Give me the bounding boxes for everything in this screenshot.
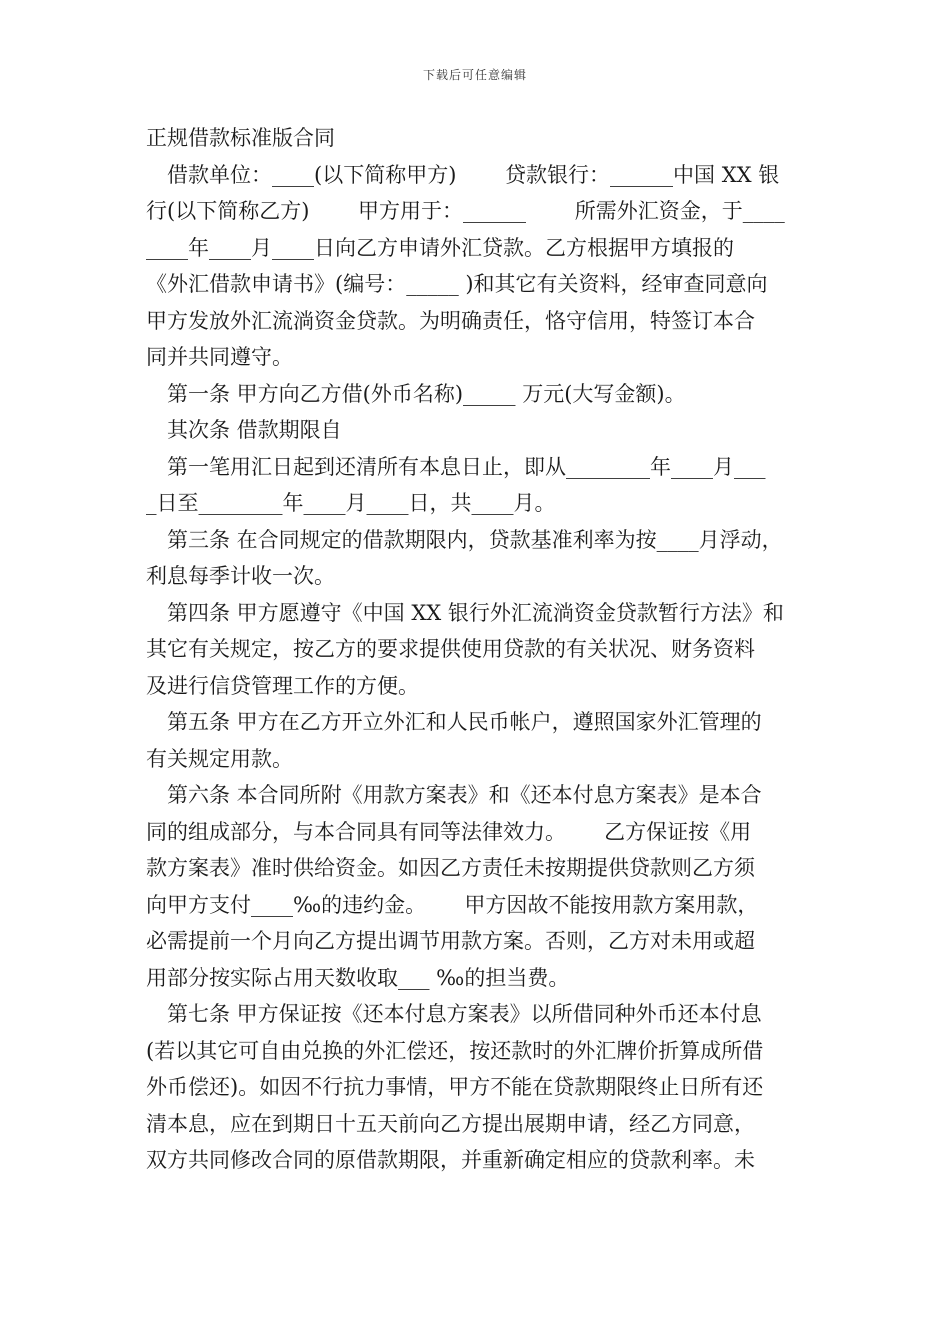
text-line: 借款单位：____(以下简称甲方) 贷款银行：______中国 XX 银: [146, 162, 780, 187]
text-line: 其它有关规定，按乙方的要求提供使用贷款的有关状况、财务资料: [146, 637, 755, 661]
document-title: 正规借款标准版合同: [146, 126, 335, 150]
text-line: 有关规定用款。: [146, 746, 293, 771]
article-1: 第一条 甲方向乙方借(外币名称)_____ 万元(大写金额)。: [146, 381, 686, 406]
text-line: 甲方发放外汇流淌资金贷款。为明确责任，恪守信用，特签订本合: [146, 308, 755, 333]
text-line: _日至________年____月____日，共____月。: [146, 491, 556, 515]
header-note: 下载后可任意编辑: [422, 68, 527, 82]
article-5: 第五条 甲方在乙方开立外汇和人民币帐户，遵照国家外汇管理的: [146, 710, 762, 734]
text-line: 双方共同修改合同的原借款期限，并重新确定相应的贷款利率。未: [146, 1148, 755, 1172]
text-line: 行(以下简称乙方) 甲方用于：______ 所需外汇资金，于____: [146, 199, 785, 223]
contract-body: [146, 120, 812, 1179]
text-line: 同并共同遵守。: [146, 345, 293, 369]
article-6: 第六条 本合同所附《用款方案表》和《还本付息方案表》是本合: [146, 783, 762, 807]
article-4: 第四条 甲方愿遵守《中国 XX 银行外汇流淌资金贷款暂行方法》和: [146, 600, 784, 625]
text-line: 款方案表》准时供给资金。如因乙方责任未按期提供贷款则乙方须: [146, 856, 755, 880]
text-line: 利息每季计收一次。: [146, 564, 335, 588]
text-line: 第一笔用汇日起到还清所有本息日止，即从________年____月___: [146, 454, 766, 479]
text-line: 及进行信贷管理工作的方便。: [146, 673, 419, 698]
text-line: 同的组成部分，与本合同具有同等法律效力。 乙方保证按《用: [146, 819, 752, 844]
text-line: ____年____月____日向乙方申请外汇贷款。乙方根据甲方填报的: [146, 235, 734, 260]
text-line: 必需提前一个月向乙方提出调节用款方案。否则，乙方对未用或超: [146, 929, 755, 953]
text-line: 向甲方支付____‰的违约金。 甲方因故不能按用款方案用款，: [146, 892, 759, 917]
text-line: (若以其它可自由兑换的外汇偿还，按还款时的外汇牌价折算成所借: [146, 1038, 764, 1063]
text-line: 用部分按实际占用天数收取___ ‰的担当费。: [146, 965, 570, 990]
text-line: 《外汇借款申请书》(编号：_____ )和其它有关资料，经审查同意向: [146, 272, 768, 296]
article-3: 第三条 在合同规定的借款期限内，贷款基准利率为按____月浮动，: [146, 527, 783, 552]
article-2: 其次条 借款期限自: [146, 418, 342, 442]
article-7: 第七条 甲方保证按《还本付息方案表》以所借同种外币还本付息: [146, 1002, 762, 1026]
text-line: 外币偿还)。如因不行抗力事情，甲方不能在贷款期限终止日所有还: [146, 1075, 764, 1099]
text-line: 清本息，应在到期日十五天前向乙方提出展期申请，经乙方同意，: [146, 1111, 755, 1136]
